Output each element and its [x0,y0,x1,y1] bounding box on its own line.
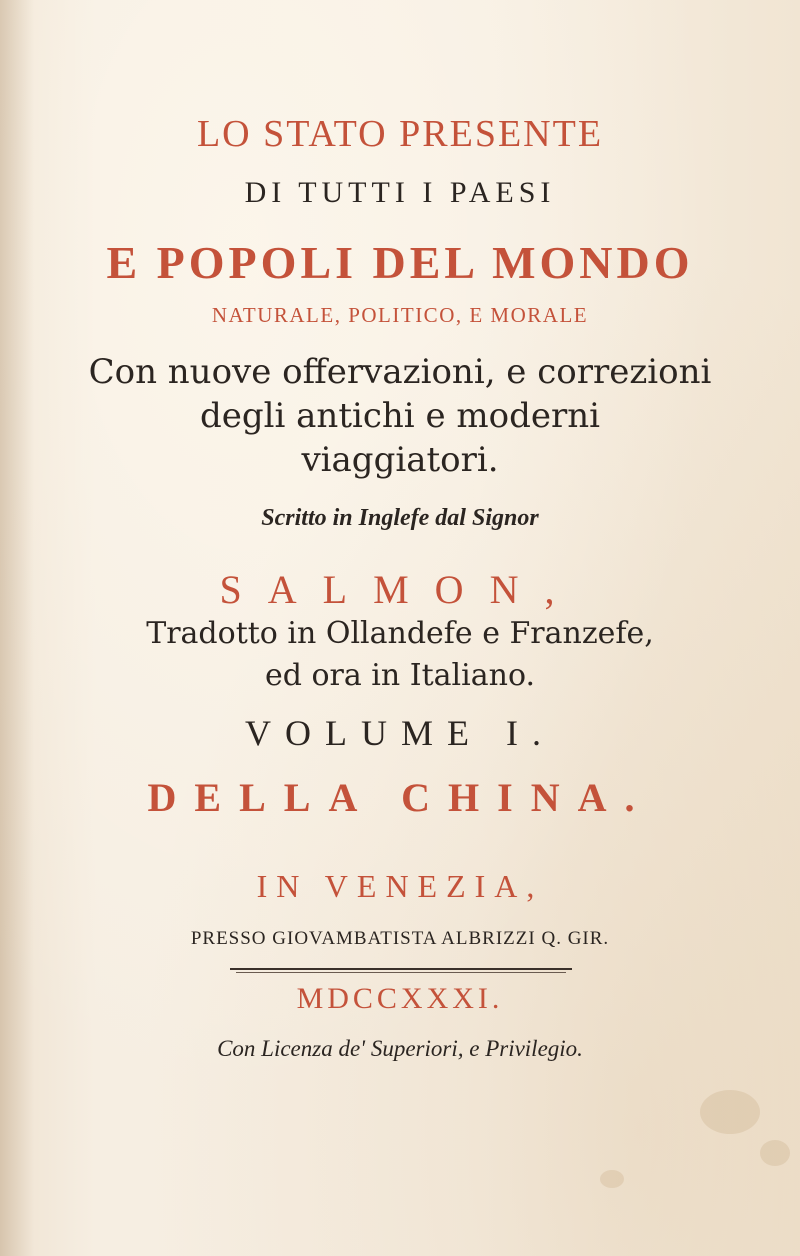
title-line-stato-presente: LO STATO PRESENTE [196,113,604,155]
translation-note-2: ed ora in Italiano. [264,658,536,693]
paper-stain [760,1140,790,1166]
title-line-tutti-paesi: DI TUTTI I PAESI [244,176,556,209]
divider-rule [230,968,572,970]
volume-subject: DELLA CHINA. [147,775,653,820]
description-line-2: degli antichi e moderni [199,396,601,436]
imprint-place: IN VENEZIA, [256,868,544,904]
translation-note-1: Tradotto in Ollandefe e Franzefe, [146,616,654,651]
title-line-popoli-del-mondo: E POPOLI DEL MONDO [106,237,694,288]
author-intro: Scritto in Inglefe dal Signor [261,505,539,531]
divider-rule [236,972,566,973]
description-line-3: viaggiatori. [301,440,499,480]
author-name: SALMON, [219,567,581,612]
volume-number: VOLUME I. [245,713,555,753]
license-privilege: Con Licenza de' Superiori, e Privilegio. [217,1036,583,1061]
imprint-year: MDCCXXXI. [296,982,504,1015]
paper-stain [700,1090,760,1134]
imprint-publisher: PRESSO GIOVAMBATISTA ALBRIZZI Q. GIR. [190,928,610,949]
paper-stain [600,1170,624,1188]
subtitle-naturale-politico-morale: NATURALE, POLITICO, E MORALE [211,303,589,327]
description-line-1: Con nuove offervazioni, e correzioni [88,352,712,392]
